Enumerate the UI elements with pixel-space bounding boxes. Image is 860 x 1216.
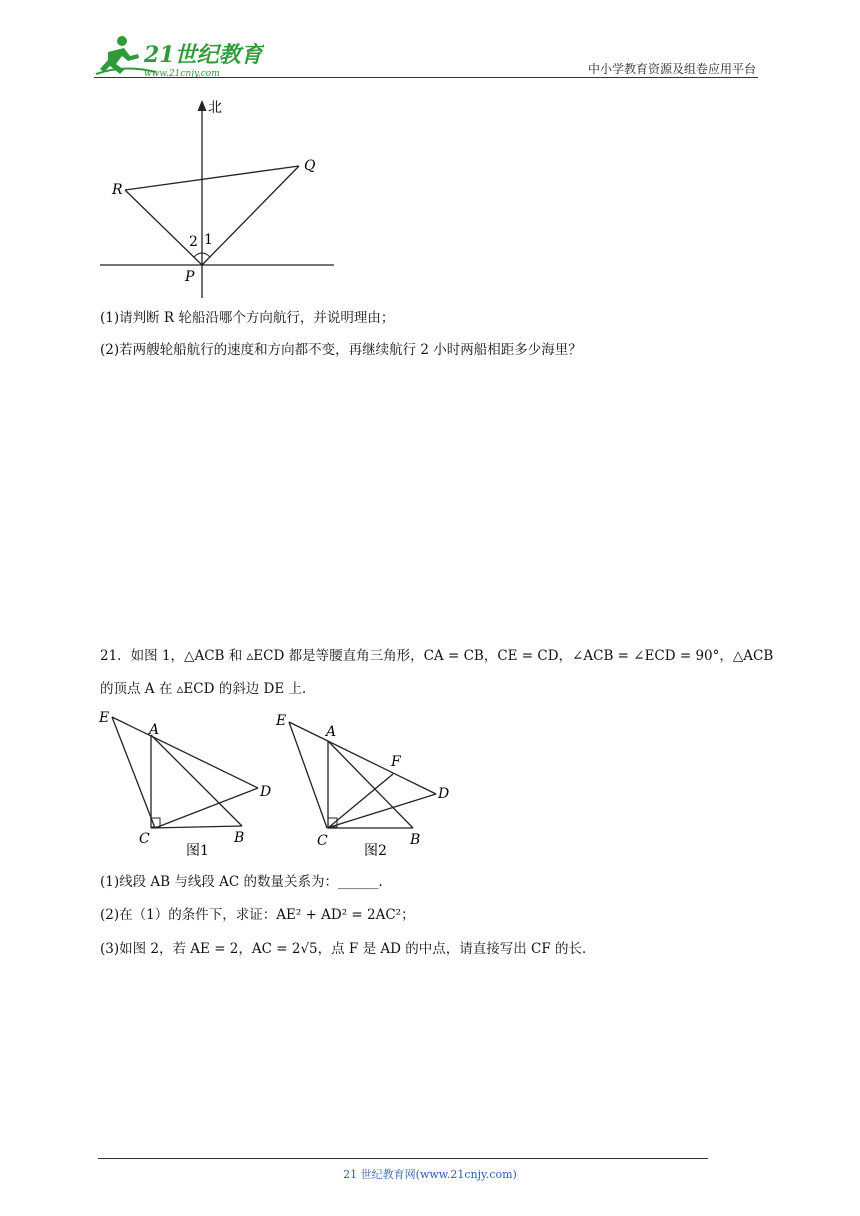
- fig2-label-B: B: [410, 832, 421, 848]
- q21-stem-line1: 21．如图 1，△ACB 和 ▵ECD 都是等腰直角三角形，CA = CB，CE = CD，∠ACB = ∠ECD = 90°，△ACB: [100, 648, 774, 664]
- north-arrow-icon: [198, 100, 207, 111]
- fig1-segment-CB: [151, 826, 242, 828]
- navigation-figure: [95, 94, 345, 304]
- segment-PR: [125, 190, 202, 265]
- fig2-label-E: E: [276, 713, 287, 729]
- site-logo: [94, 34, 264, 80]
- fig2-label-F: F: [391, 754, 401, 770]
- fig2-segment-CD: [327, 794, 436, 828]
- logo-url: www.21cnjy.com: [144, 69, 220, 79]
- label-angle-1: 1: [204, 232, 213, 248]
- fig1-segment-CD: [155, 788, 258, 828]
- fig1-caption: 图1: [186, 843, 209, 859]
- fig1-label-C: C: [139, 831, 150, 847]
- footer-divider: [98, 1158, 708, 1159]
- fig2-caption: 图2: [364, 843, 387, 859]
- fig2-segment-CF: [328, 774, 393, 828]
- fig1-segment-ED: [112, 717, 258, 788]
- fig2-label-A: A: [326, 724, 337, 740]
- q21-part1: (1)线段 AB 与线段 AC 的数量关系为：______．: [100, 874, 393, 890]
- fig2-label-D: D: [438, 786, 450, 802]
- logo-text: 21世纪教育: [144, 42, 263, 68]
- north-label: 北: [208, 100, 222, 116]
- fig1-label-D: D: [260, 784, 272, 800]
- label-R: R: [112, 182, 123, 198]
- segment-RQ: [125, 166, 299, 190]
- fig1-label-E: E: [99, 710, 110, 726]
- q20-part1: (1)请判断 R 轮船沿哪个方向航行，并说明理由；: [100, 310, 395, 326]
- footer-link[interactable]: 21 世纪教育网(www.21cnjy.com): [343, 1168, 517, 1181]
- label-angle-2: 2: [189, 234, 198, 250]
- fig1-label-B: B: [234, 830, 245, 846]
- figure-2: [272, 706, 462, 862]
- q21-part3: (3)如图 2，若 AE = 2，AC = 2√5，点 F 是 AD 的中点，请直接写出 CF 的长．: [100, 941, 596, 957]
- q20-part2: (2)若两艘轮船航行的速度和方向都不变，再继续航行 2 小时两船相距多少海里？: [100, 342, 582, 358]
- label-P: P: [185, 269, 195, 285]
- header-platform-text: 中小学教育资源及组卷应用平台: [587, 62, 756, 76]
- q21-stem-line2: 的顶点 A 在 ▵ECD 的斜边 DE 上．: [100, 681, 316, 697]
- fig2-label-C: C: [317, 833, 328, 849]
- fig1-label-A: A: [149, 722, 160, 738]
- segment-PQ: [202, 166, 299, 265]
- figure-1: [96, 706, 286, 862]
- header-divider: [94, 77, 758, 78]
- label-Q: Q: [304, 158, 316, 174]
- q21-part2: (2)在（1）的条件下，求证：AE² + AD² = 2AC²；: [100, 907, 415, 923]
